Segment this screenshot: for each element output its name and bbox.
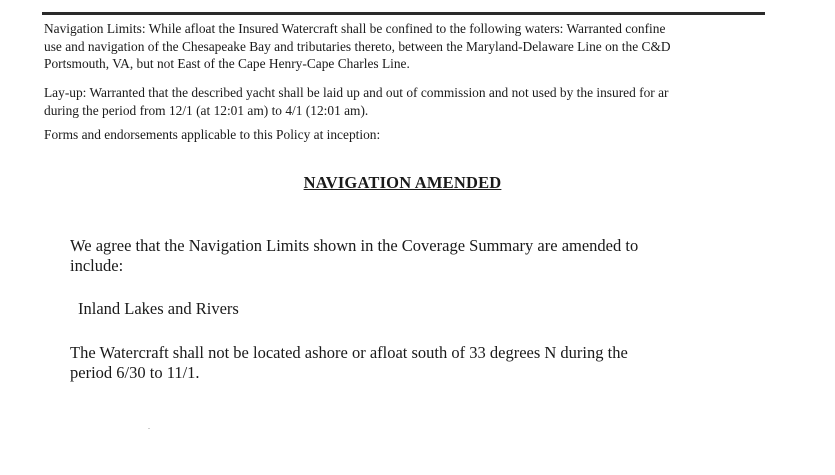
endorsement-restriction [70,343,628,383]
scan-speck [148,428,150,429]
navigation-limits-line-1: Navigation Limits: While afloat the Insured Watercraft shall be confined to the following waters: Warranted confine [44,21,666,36]
navigation-limits-line-3: Portsmouth, VA, but not East of the Cape Henry-Cape Charles Line. [44,56,410,71]
endorsement-restriction-line-2: period 6/30 to 11/1. [70,363,200,382]
endorsement-included-waters: Inland Lakes and Rivers [78,299,239,318]
lay-up-line-2: during the period from 12/1 (at 12:01 am) to 4/1 (12:01 am). [44,102,369,118]
endorsement-title: NAVIGATION AMENDED [303,173,502,192]
navigation-limits-clause [44,20,764,73]
endorsement-restriction-line-1: The Watercraft shall not be located ashore or afloat south of 33 degrees N during the [70,343,628,362]
lay-up-clause [44,84,764,119]
endorsement-agreement [70,236,638,276]
top-divider [42,12,765,15]
navigation-limits-line-2: use and navigation of the Chesapeake Bay and tributaries thereto, between the Maryland-Delaware Line on the C&D [44,38,671,54]
endorsement-agreement-line-1: We agree that the Navigation Limits shown in the Coverage Summary are amended to [70,236,639,255]
endorsement-agreement-line-2: include: [70,256,124,275]
forms-clause [44,126,764,144]
forms-line-1: Forms and endorsements applicable to this Policy at inception: [44,127,381,142]
lay-up-line-1: Lay-up: Warranted that the described yacht shall be laid up and out of commission and not used by the insured for ar [44,85,669,100]
